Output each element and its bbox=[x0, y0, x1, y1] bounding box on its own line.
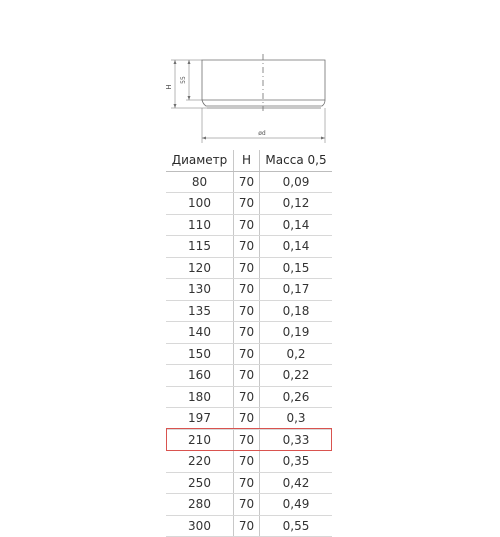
table-row bbox=[166, 515, 332, 537]
table-row bbox=[166, 451, 332, 473]
cell-diameter: 110 bbox=[166, 214, 234, 236]
table-row bbox=[166, 429, 332, 451]
table-row bbox=[166, 300, 332, 322]
cell-mass: 0,55 bbox=[260, 515, 333, 537]
cell-h: 70 bbox=[234, 300, 260, 322]
cell-mass: 0,3 bbox=[260, 408, 333, 430]
cell-diameter: 130 bbox=[166, 279, 234, 301]
cell-h: 70 bbox=[234, 515, 260, 537]
table-row bbox=[166, 171, 332, 193]
cap-outline bbox=[202, 60, 325, 100]
table-row bbox=[166, 214, 332, 236]
cell-h: 70 bbox=[234, 494, 260, 516]
cell-diameter: 300 bbox=[166, 515, 234, 537]
cell-mass: 0,15 bbox=[260, 257, 333, 279]
cell-h: 70 bbox=[234, 322, 260, 344]
cell-h: 70 bbox=[234, 343, 260, 365]
cell-diameter: 160 bbox=[166, 365, 234, 387]
cell-mass: 0,19 bbox=[260, 322, 333, 344]
cell-h: 70 bbox=[234, 214, 260, 236]
table-row bbox=[166, 472, 332, 494]
table-row bbox=[166, 365, 332, 387]
cell-h: 70 bbox=[234, 408, 260, 430]
cell-diameter: 220 bbox=[166, 451, 234, 473]
cell-h: 70 bbox=[234, 171, 260, 193]
table-row bbox=[166, 494, 332, 516]
table-header-row bbox=[166, 150, 332, 171]
cell-diameter: 135 bbox=[166, 300, 234, 322]
cell-mass: 0,26 bbox=[260, 386, 333, 408]
technical-drawing bbox=[0, 0, 500, 150]
cell-h: 70 bbox=[234, 429, 260, 451]
cell-diameter: 250 bbox=[166, 472, 234, 494]
header-mass: Масса 0,5 bbox=[260, 150, 333, 171]
table-row bbox=[166, 386, 332, 408]
cell-diameter: 210 bbox=[166, 429, 234, 451]
cell-h: 70 bbox=[234, 365, 260, 387]
cell-mass: 0,17 bbox=[260, 279, 333, 301]
cell-diameter: 120 bbox=[166, 257, 234, 279]
table-row bbox=[166, 236, 332, 258]
cell-diameter: 100 bbox=[166, 193, 234, 215]
cell-mass: 0,35 bbox=[260, 451, 333, 473]
cell-h: 70 bbox=[234, 236, 260, 258]
cell-h: 70 bbox=[234, 257, 260, 279]
cell-mass: 0,49 bbox=[260, 494, 333, 516]
cell-diameter: 280 bbox=[166, 494, 234, 516]
cell-mass: 0,12 bbox=[260, 193, 333, 215]
cell-diameter: 197 bbox=[166, 408, 234, 430]
header-diameter: Диаметр bbox=[166, 150, 234, 171]
dim-label-diameter: ød bbox=[258, 130, 266, 137]
cell-mass: 0,18 bbox=[260, 300, 333, 322]
table-row bbox=[166, 257, 332, 279]
cell-diameter: 80 bbox=[166, 171, 234, 193]
table-row bbox=[166, 193, 332, 215]
cell-h: 70 bbox=[234, 386, 260, 408]
dim-label-h: H bbox=[165, 84, 173, 90]
cell-h: 70 bbox=[234, 279, 260, 301]
cell-diameter: 140 bbox=[166, 322, 234, 344]
cell-mass: 0,33 bbox=[260, 429, 333, 451]
table-row bbox=[166, 343, 332, 365]
cell-h: 70 bbox=[234, 451, 260, 473]
cell-mass: 0,14 bbox=[260, 214, 333, 236]
header-h: H bbox=[234, 150, 260, 171]
table-row bbox=[166, 279, 332, 301]
table-row bbox=[166, 322, 332, 344]
cell-mass: 0,2 bbox=[260, 343, 333, 365]
dimension-table bbox=[166, 150, 332, 537]
cell-diameter: 180 bbox=[166, 386, 234, 408]
cell-diameter: 150 bbox=[166, 343, 234, 365]
table-row bbox=[166, 408, 332, 430]
cell-diameter: 115 bbox=[166, 236, 234, 258]
cell-mass: 0,09 bbox=[260, 171, 333, 193]
cell-h: 70 bbox=[234, 472, 260, 494]
cap-bottom-band bbox=[202, 100, 325, 106]
dim-label-55: 55 bbox=[180, 76, 187, 84]
cell-h: 70 bbox=[234, 193, 260, 215]
cell-mass: 0,14 bbox=[260, 236, 333, 258]
cell-mass: 0,22 bbox=[260, 365, 333, 387]
cell-mass: 0,42 bbox=[260, 472, 333, 494]
